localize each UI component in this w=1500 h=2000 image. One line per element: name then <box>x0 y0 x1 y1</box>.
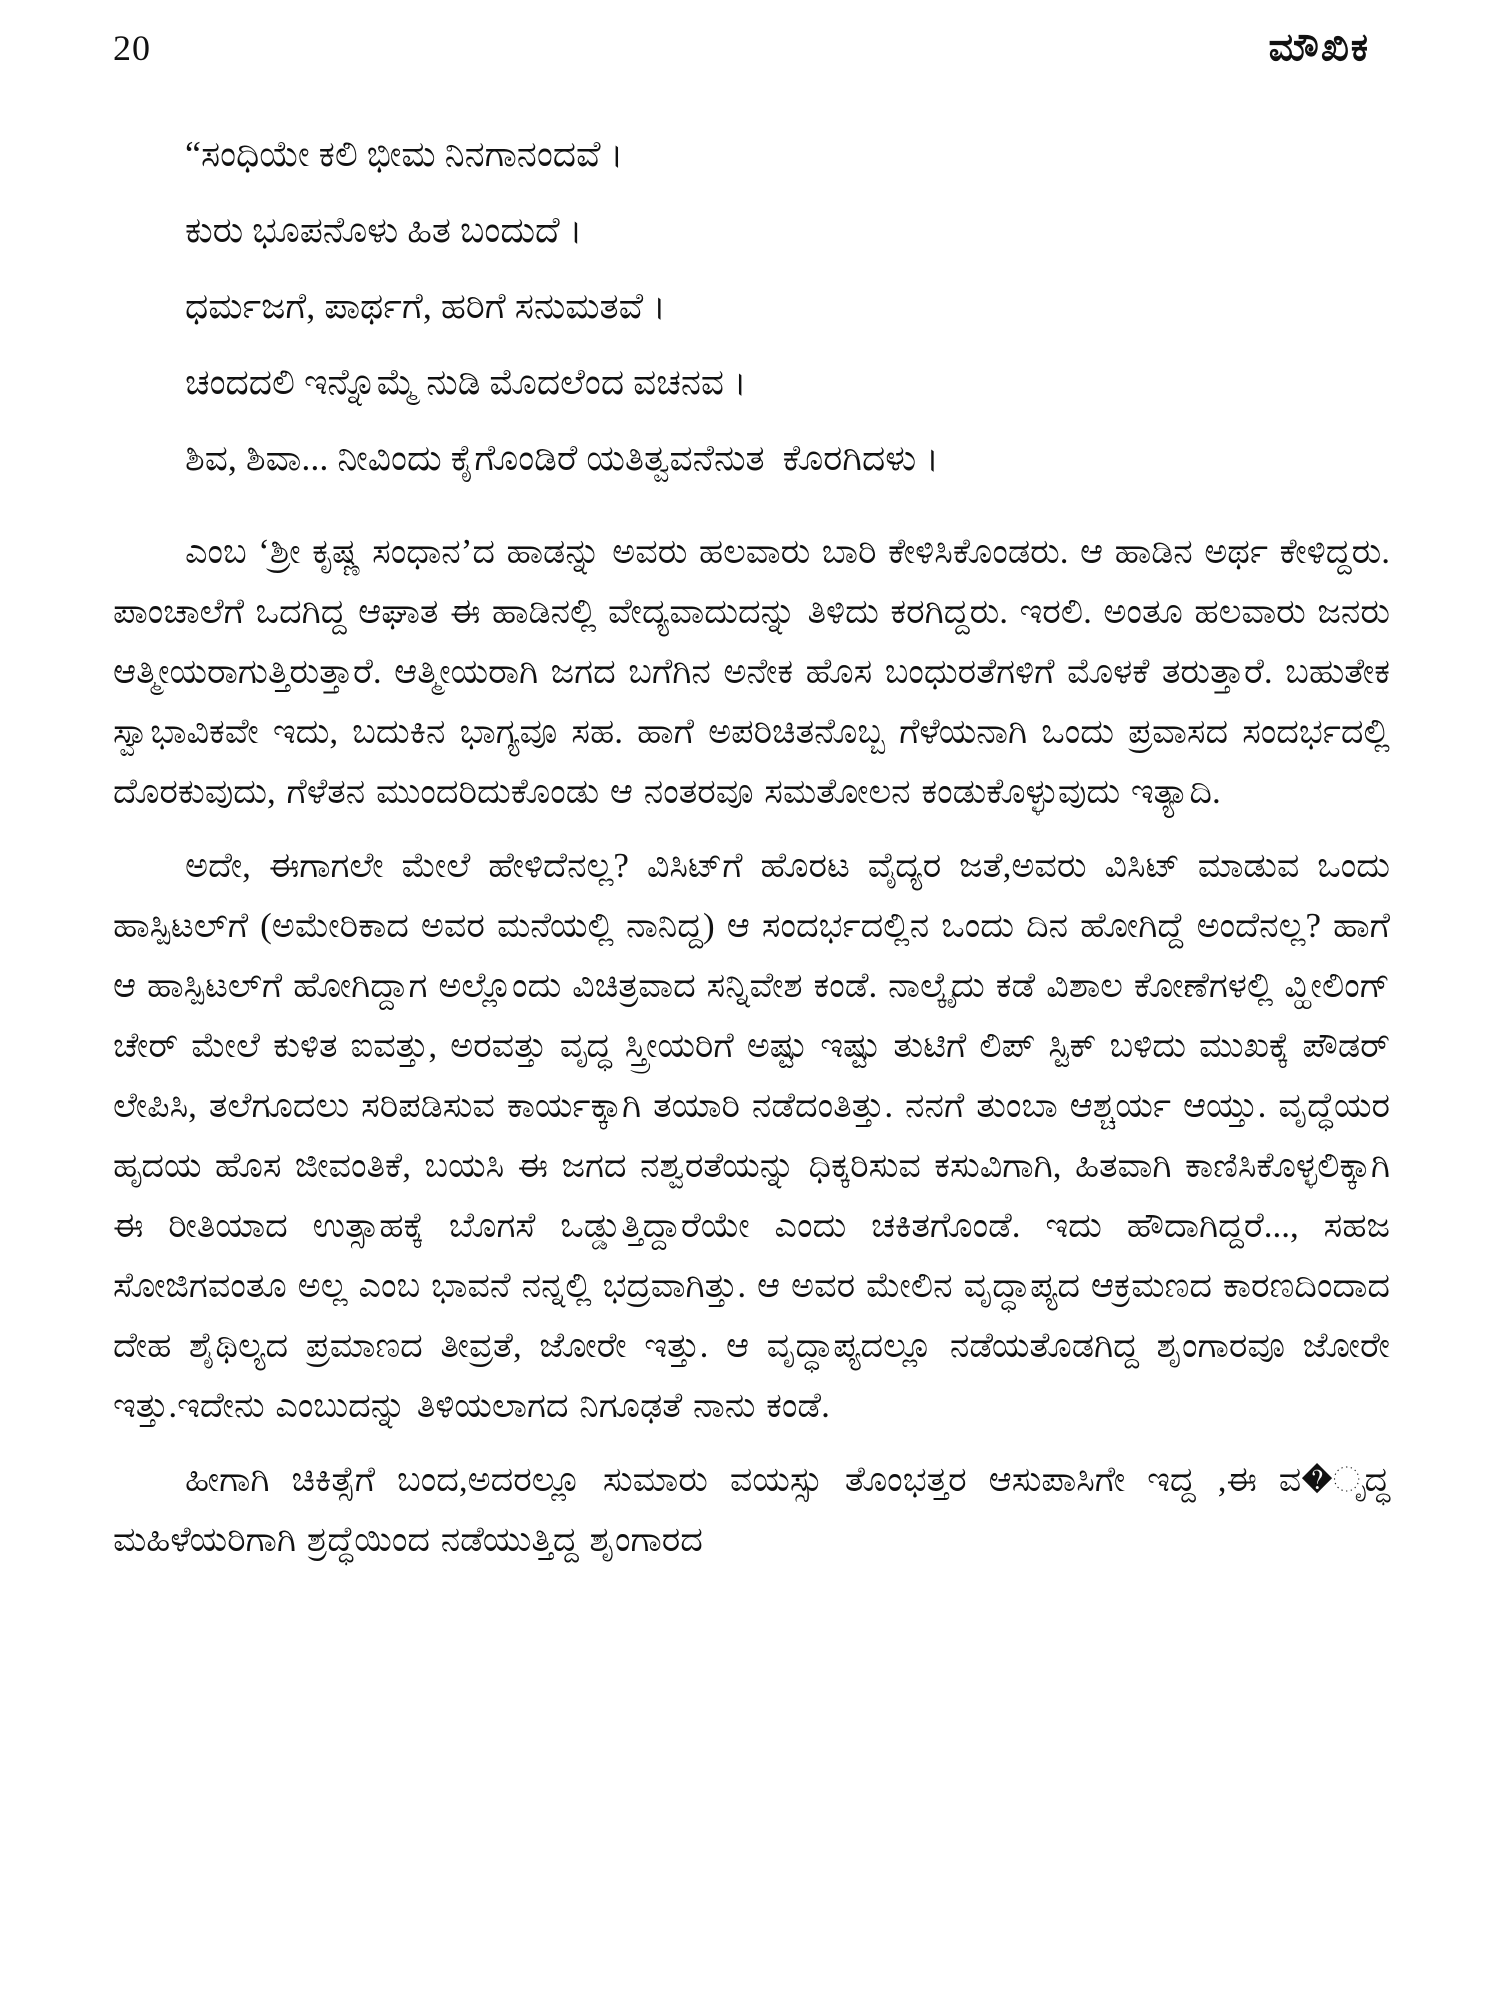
poem-line-2: ಕುರು ಭೂಪನೊಳು ಹಿತ ಬಂದುದೆ । <box>185 210 583 250</box>
page-number: 20 <box>113 28 151 68</box>
poem-line-5: ಶಿವ, ಶಿವಾ... ನೀವಿಂದು ಕೈಗೊಂಡಿರೆ ಯತಿತ್ವವನೆನುತ ಕೊರಗಿದಳು । <box>185 438 939 478</box>
body-paragraph-2: ಅದೇ, ಈಗಾಗಲೇ ಮೇಲೆ ಹೇಳಿದೆನಲ್ಲ? ವಿಸಿಟ್‌ಗೆ ಹೊರಟ ವೈದ್ಯರ ಜತೆ,ಅವರು ವಿಸಿಟ್ ಮಾಡುವ ಒಂದು ಹಾಸ್ಪಿಟಲ್‌ಗೆ (ಅಮೇರಿಕಾದ ಅವರ ಮನೆಯಲ್ಲಿ ನಾನಿದ್ದ) ಆ ಸಂದರ್ಭದಲ್ಲಿನ ಒಂದು ದಿನ ಹೋಗಿದ್ದೆ ಅಂದೆನಲ್ಲ? ಹಾಗೆ ಆ ಹಾಸ್ಪಿಟಲ್‌ಗೆ ಹೋಗಿದ್ದಾಗ ಅಲ್ಲೊಂದು ವಿಚಿತ್ರವಾದ ಸನ್ನಿವೇಶ ಕಂಡೆ. ನಾಲ್ಕೈದು ಕಡೆ ವಿಶಾಲ ಕೋಣೆಗಳಲ್ಲಿ ವ್ಹೀಲಿಂಗ್ ಚೇರ್ ಮೇಲೆ ಕುಳಿತ ಐವತ್ತು, ಅರವತ್ತು ವೃದ್ಧ ಸ್ತ್ರೀಯರಿಗೆ ಅಷ್ಟು ಇಷ್ಟು ತುಟಿಗೆ ಲಿಪ್ ಸ್ಟಿಕ್ ಬಳಿದು ಮುಖಕ್ಕೆ ಪೌಡರ್ ಲೇಪಿಸಿ, ತಲೆಗೂದಲು ಸರಿಪಡಿಸುವ ಕಾರ್ಯಕ್ಕಾಗಿ ತಯಾರಿ ನಡೆದಂತಿತ್ತು. ನನಗೆ ತುಂಬಾ ಆಶ್ಚರ್ಯ ಆಯ್ತು. ವೃದ್ಧೆಯರ ಹೃದಯ ಹೊಸ ಜೀವಂತಿಕೆ, ಬಯಸಿ ಈ ಜಗದ ನಶ್ವರತೆಯನ್ನು ಧಿಕ್ಕರಿಸುವ ಕಸುವಿಗಾಗಿ, ಹಿತವಾಗಿ ಕಾಣಿಸಿಕೊಳ್ಳಲಿಕ್ಕಾಗಿ ಈ ರೀತಿಯಾದ ಉತ್ಸಾಹಕ್ಕೆ ಬೊಗಸೆ ಒಡ್ಡುತ್ತಿದ್ದಾರೆಯೇ ಎಂದು ಚಕಿತಗೊಂಡೆ. ಇದು ಹೌದಾಗಿದ್ದರೆ..., ಸಹಜ ಸೋಜಿಗವಂತೂ ಅಲ್ಲ ಎಂಬ ಭಾವನೆ ನನ್ನಲ್ಲಿ ಭದ್ರವಾಗಿತ್ತು. ಆ ಅವರ ಮೇಲಿನ ವೃದ್ಧಾಪ್ಯದ ಆಕ್ರಮಣದ ಕಾರಣದಿಂದಾದ ದೇಹ ಶೈಥಿಲ್ಯದ ಪ್ರಮಾಣದ ತೀವ್ರತೆ, ಜೋರೇ ಇತ್ತು. ಆ ವೃದ್ಧಾಪ್ಯದಲ್ಲೂ ನಡೆಯತೊಡಗಿದ್ದ ಶೃಂಗಾರವೂ ಜೋರೇ ಇತ್ತು.ಇದೇನು ಎಂಬುದನ್ನು ತಿಳಿಯಲಾಗದ ನಿಗೂಢತೆ ನಾನು ಕಂಡೆ. <box>113 846 1390 1425</box>
poem-line-1: “ಸಂಧಿಯೇ ಕಲಿ ಭೀಮ ನಿನಗಾನಂದವೆ । <box>185 134 624 174</box>
poem-line-3: ಧರ್ಮಜಗೆ, ಪಾರ್ಥಗೆ, ಹರಿಗೆ ಸನುಮತವೆ । <box>185 286 666 326</box>
body-paragraph-1: ಎಂಬ ‘ಶ್ರೀ ಕೃಷ್ಣ ಸಂಧಾನ’ದ ಹಾಡನ್ನು ಅವರು ಹಲವಾರು ಬಾರಿ ಕೇಳಿಸಿಕೊಂಡರು. ಆ ಹಾಡಿನ ಅರ್ಥ ಕೇಳಿದ್ದರು. ಪಾಂಚಾಲೆಗೆ ಒದಗಿದ್ದ ಆಘಾತ ಈ ಹಾಡಿನಲ್ಲಿ ವೇದ್ಯವಾದುದನ್ನು ತಿಳಿದು ಕರಗಿದ್ದರು. ಇರಲಿ. ಅಂತೂ ಹಲವಾರು ಜನರು ಆತ್ಮೀಯರಾಗುತ್ತಿರುತ್ತಾರೆ. ಆತ್ಮೀಯರಾಗಿ ಜಗದ ಬಗೆಗಿನ ಅನೇಕ ಹೊಸ ಬಂಧುರತೆಗಳಿಗೆ ಮೊಳಕೆ ತರುತ್ತಾರೆ. ಬಹುತೇಕ ಸ್ವಾಭಾವಿಕವೇ ಇದು, ಬದುಕಿನ ಭಾಗ್ಯವೂ ಸಹ. ಹಾಗೆ ಅಪರಿಚಿತನೊಬ್ಬ ಗೆಳೆಯನಾಗಿ ಒಂದು ಪ್ರವಾಸದ ಸಂದರ್ಭದಲ್ಲಿ ದೊರಕುವುದು, ಗೆಳೆತನ ಮುಂದರಿದುಕೊಂಡು ಆ ನಂತರವೂ ಸಮತೋಲನ ಕಂಡುಕೊಳ್ಳುವುದು ಇತ್ಯಾದಿ. <box>113 532 1390 811</box>
body-paragraph-3: ಹೀಗಾಗಿ ಚಿಕಿತ್ಸೆಗೆ ಬಂದ,ಅದರಲ್ಲೂ ಸುಮಾರು ವಯಸ್ಸು ತೊಂಭತ್ತರ ಆಸುಪಾಸಿಗೇ ಇದ್ದ ,ಈ ವ�ೃದ್ಧ ಮಹಿಳೆಯರಿಗಾಗಿ ಶ್ರದ್ಧೆಯಿಂದ ನಡೆಯುತ್ತಿದ್ದ ಶೃಂಗಾರದ <box>113 1460 1390 1559</box>
poem-line-4: ಚಂದದಲಿ ಇನ್ನೊಮ್ಮೆ ನುಡಿ ಮೊದಲೆಂದ ವಚನವ । <box>185 362 747 402</box>
body-text-block <box>113 522 1390 1570</box>
poem-block <box>185 116 1350 496</box>
running-header-title: ಮೌಖಿಕ <box>1268 27 1370 69</box>
page-header <box>113 26 1390 70</box>
